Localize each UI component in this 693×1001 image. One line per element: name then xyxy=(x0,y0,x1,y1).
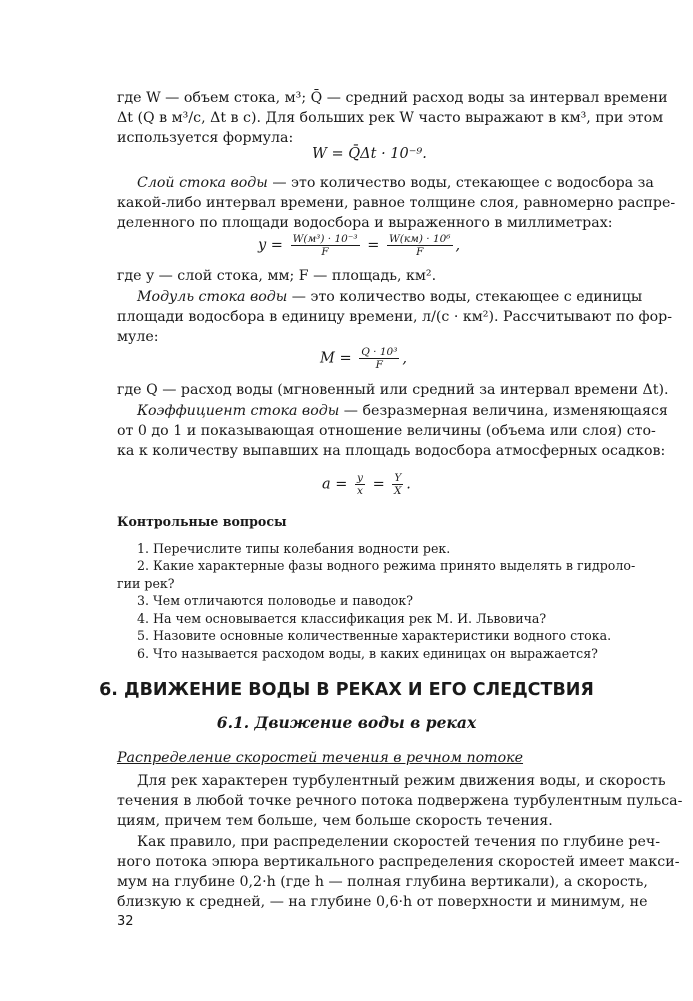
text-line: течения в любой точке речного потока подвержена турбулентным пульса- xyxy=(117,793,683,809)
lhs: a = xyxy=(322,476,348,493)
fraction xyxy=(392,472,403,497)
text-line: Δt (Q в м³/с, Δt в с). Для больших рек W часто выражают в км³, при этом xyxy=(117,110,664,126)
equals: = xyxy=(367,237,380,254)
text-line: ного потока эпюра вертикального распределения скоростей имеет макси- xyxy=(117,854,680,870)
fraction xyxy=(291,233,360,258)
text-line: ка к количеству выпавших на площадь водосбора атмосферных осадков: xyxy=(117,443,666,459)
question-item: 1. Перечислите типы колебания водности рек. xyxy=(137,541,451,556)
text-line: какой-либо интервал времени, равное толщине слоя, равномерно распре- xyxy=(117,195,676,211)
text-line: используется формула: xyxy=(117,130,294,146)
text-line: муле: xyxy=(117,329,159,345)
numerator: W(км) · 10⁶ xyxy=(388,233,451,245)
text-line: циям, причем тем больше, чем больше скорость течения. xyxy=(117,813,553,829)
text-line: Для рек характерен турбулентный режим движения воды, и скорость xyxy=(137,773,666,789)
punct: , xyxy=(402,350,408,367)
text-line: площади водосбора в единицу времени, л/(с · км²). Рассчитывают по фор- xyxy=(117,309,673,325)
text-line: где Q — расход воды (мгновенный или средний за интервал времени Δt). xyxy=(117,382,669,398)
numerator: W(м³) · 10⁻³ xyxy=(292,233,358,245)
text-line: от 0 до 1 и показывающая отношение величины (объема или слоя) сто- xyxy=(117,423,656,439)
formula-volume: W = Q̄Δt · 10⁻⁹. xyxy=(312,146,427,162)
page-number: 32 xyxy=(117,914,134,929)
text-line xyxy=(137,287,643,307)
text: — это количество воды, стекающее с единицы xyxy=(287,289,643,305)
question-item: 6. Что называется расходом воды, в каких единицах он выражается? xyxy=(137,646,598,661)
chapter-title: 6. ДВИЖЕНИЕ ВОДЫ В РЕКАХ И ЕГО СЛЕДСТВИЯ xyxy=(99,680,594,700)
term: Модуль стока воды xyxy=(137,289,288,305)
term: Слой стока воды xyxy=(137,175,268,191)
question-item: гии рек? xyxy=(117,576,175,591)
text-line: где W — объем стока, м³; Q̄ — средний расход воды за интервал времени xyxy=(117,90,668,106)
formula-runoff-coefficient xyxy=(322,472,411,497)
lhs: M = xyxy=(320,350,352,367)
punct: . xyxy=(406,476,411,493)
numerator: Y xyxy=(394,472,402,484)
denominator: x xyxy=(357,485,363,497)
question-item: 4. На чем основывается классификация рек М. И. Львовича? xyxy=(137,611,547,626)
question-item: 2. Какие характерные фазы водного режима принято выделять в гидроло- xyxy=(137,558,636,573)
text-line: деленного по площади водосбора и выраженного в миллиметрах: xyxy=(117,215,613,231)
question-item: 5. Назовите основные количественные характеристики водного стока. xyxy=(137,628,612,643)
text-line xyxy=(137,173,654,193)
question-item: 3. Чем отличаются половодье и паводок? xyxy=(137,593,413,608)
formula-runoff-depth xyxy=(258,233,460,258)
denominator: F xyxy=(321,246,329,258)
text-line: близкую к средней, — на глубине 0,6·h от поверхности и минимум, не xyxy=(117,894,648,910)
questions-heading: Контрольные вопросы xyxy=(117,514,287,529)
subsection-title: Распределение скоростей течения в речном потоке xyxy=(117,750,524,766)
equals: = xyxy=(372,476,385,493)
denominator: F xyxy=(375,359,383,371)
text-line: мум на глубине 0,2·h (где h — полная глубина вертикали), а скорость, xyxy=(117,874,648,890)
numerator: y xyxy=(357,472,363,484)
section-title: 6.1. Движение воды в реках xyxy=(216,713,477,732)
denominator: F xyxy=(416,246,424,258)
text-line xyxy=(137,401,668,421)
text-line: где y — слой стока, мм; F — площадь, км². xyxy=(117,268,437,284)
punct: , xyxy=(455,237,461,254)
fraction xyxy=(359,346,399,371)
term: Коэффициент стока воды xyxy=(137,403,340,419)
numerator: Q · 10³ xyxy=(361,346,398,358)
text-line: Как правило, при распределении скоростей течения по глубине реч- xyxy=(137,834,661,850)
text: — это количество воды, стекающее с водосбора за xyxy=(267,175,654,191)
denominator: X xyxy=(394,485,402,497)
lhs: y = xyxy=(258,237,283,254)
fraction xyxy=(387,233,453,258)
formula-runoff-modulus xyxy=(320,346,407,371)
text: — безразмерная величина, изменяющаяся xyxy=(339,403,668,419)
fraction xyxy=(355,472,365,497)
